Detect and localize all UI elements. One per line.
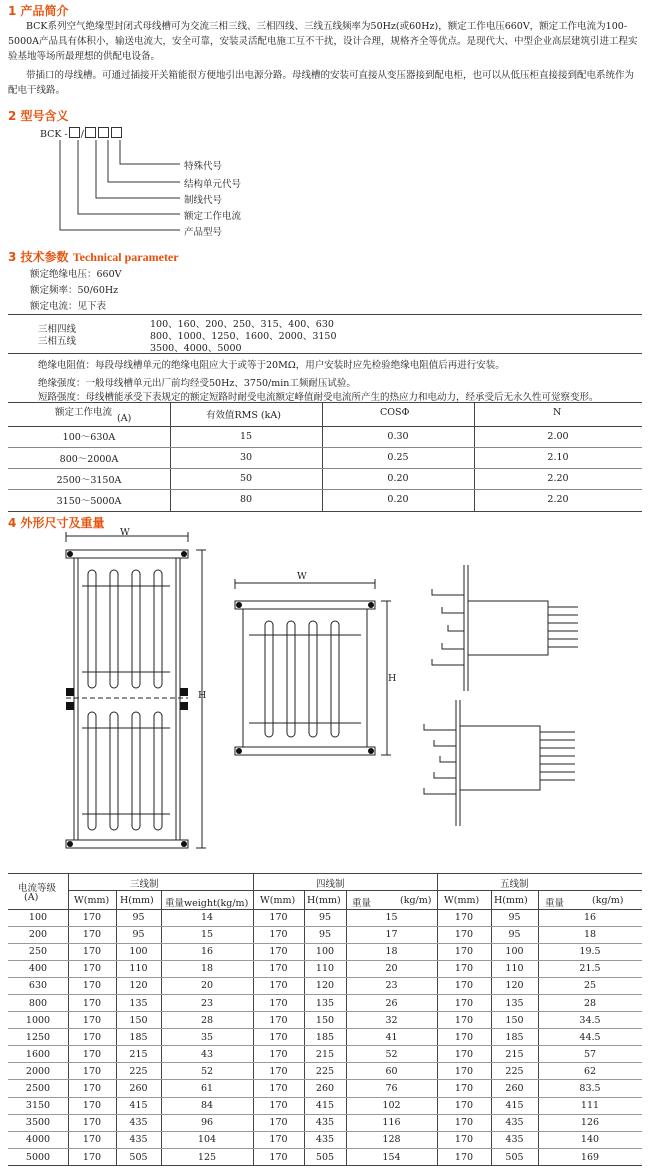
tech-title-en: Technical parameter bbox=[72, 250, 179, 264]
sc-header-current: 额定工作电流 bbox=[55, 407, 113, 418]
table-cell: 35 bbox=[161, 1029, 253, 1046]
table-cell: 505 bbox=[505, 1151, 524, 1163]
table-row bbox=[8, 1063, 642, 1080]
dim-sub-weight: 重量 bbox=[545, 898, 565, 909]
dim-sub-w: W(mm) bbox=[74, 895, 110, 906]
dim-label-w-2: W bbox=[297, 571, 307, 582]
section-title-intro: 1 产品简介 bbox=[8, 4, 69, 18]
table-cell: 170 bbox=[68, 926, 116, 943]
sc-table-cell: 2500～3150A bbox=[8, 468, 170, 489]
table-cell: 25 bbox=[538, 977, 642, 994]
table-cell: 62 bbox=[538, 1063, 642, 1080]
table-cell: 41 bbox=[346, 1029, 437, 1046]
table-cell: 120 bbox=[491, 977, 538, 994]
table-row bbox=[8, 943, 642, 960]
table-cell: 225 bbox=[116, 1063, 161, 1080]
table-cell: 32 bbox=[346, 1012, 437, 1029]
table-cell: 1000 bbox=[8, 1012, 68, 1029]
table-cell: 435 bbox=[304, 1114, 346, 1131]
table-cell: 2000 bbox=[8, 1063, 68, 1080]
busway-side-view-bottom bbox=[410, 700, 610, 830]
section-title-dimensions: 4 外形尺寸及重量 bbox=[8, 516, 105, 530]
dimensions-table-body bbox=[8, 909, 642, 1165]
ratings-line-1: 100、160、200、250、315、400、630 bbox=[150, 319, 334, 330]
sc-header-rms: 有效值RMS (kA) bbox=[206, 410, 281, 421]
table-cell: 3150 bbox=[8, 1097, 68, 1114]
table-cell: 630 bbox=[8, 977, 68, 994]
table-cell: 120 bbox=[116, 977, 161, 994]
table-cell: 16 bbox=[538, 909, 642, 926]
sc-table-row bbox=[8, 426, 642, 447]
table-cell: 15 bbox=[346, 909, 437, 926]
wires-label-5: 三相五线 bbox=[38, 336, 77, 347]
dim-sub-weight: 重量weight(kg/m) bbox=[165, 898, 249, 909]
table-cell: 170 bbox=[437, 1114, 491, 1131]
model-label-structure: 结构单元代号 bbox=[184, 179, 242, 190]
table-cell: 170 bbox=[68, 943, 116, 960]
table-cell: 150 bbox=[491, 1012, 538, 1029]
table-cell: 1250 bbox=[8, 1029, 68, 1046]
table-cell: 170 bbox=[437, 1080, 491, 1097]
table-cell: 34.5 bbox=[538, 1012, 642, 1029]
dim-sub-w: W(mm) bbox=[260, 895, 296, 906]
table-cell: 170 bbox=[253, 994, 304, 1011]
table-cell: 21.5 bbox=[538, 960, 642, 977]
sc-table-cell: 2.10 bbox=[474, 447, 642, 468]
table-cell: 415 bbox=[304, 1097, 346, 1114]
sc-table-cell: 800～2000A bbox=[8, 447, 170, 468]
table-cell: 170 bbox=[454, 1151, 474, 1163]
table-cell: 505 bbox=[129, 1151, 148, 1163]
table-cell: 170 bbox=[437, 1131, 491, 1148]
table-cell: 18 bbox=[161, 960, 253, 977]
short-circuit-strength: 短路强度：母线槽能承受下表规定的额定短路时耐受电流额定峰值耐受电流所产生的热应力和电动力，经承受后无永久性可觉察变形。 bbox=[38, 392, 599, 403]
wires-label-4: 三相四线 bbox=[38, 324, 77, 335]
table-cell: 170 bbox=[253, 909, 304, 926]
table-cell: 110 bbox=[304, 960, 346, 977]
table-cell: 150 bbox=[304, 1012, 346, 1029]
table-row bbox=[8, 1131, 642, 1148]
dim-sub-weight-unit: (kg/m) bbox=[592, 895, 624, 906]
sc-table-cell: 2.20 bbox=[547, 494, 569, 506]
table-cell: 57 bbox=[538, 1046, 642, 1063]
sc-table-cell: 80 bbox=[239, 494, 253, 506]
table-cell: 170 bbox=[437, 960, 491, 977]
table-cell: 170 bbox=[253, 926, 304, 943]
table-cell: 170 bbox=[68, 909, 116, 926]
dim-col0-header: 电流等级 bbox=[18, 883, 57, 894]
table-row bbox=[8, 960, 642, 977]
table-cell: 225 bbox=[304, 1063, 346, 1080]
table-cell: 100 bbox=[304, 943, 346, 960]
model-slash: / bbox=[80, 129, 84, 140]
table-cell: 95 bbox=[304, 909, 346, 926]
table-cell: 95 bbox=[116, 909, 161, 926]
table-cell: 116 bbox=[346, 1114, 437, 1131]
table-cell: 15 bbox=[161, 926, 253, 943]
table-cell: 110 bbox=[116, 960, 161, 977]
table-cell: 170 bbox=[269, 1151, 288, 1163]
table-row bbox=[8, 1097, 642, 1114]
table-cell: 170 bbox=[68, 1080, 116, 1097]
table-cell: 135 bbox=[491, 994, 538, 1011]
table-cell: 170 bbox=[437, 943, 491, 960]
table-cell: 128 bbox=[346, 1131, 437, 1148]
table-cell: 170 bbox=[68, 1097, 116, 1114]
ratings-bottom-rule bbox=[8, 353, 642, 354]
table-cell: 150 bbox=[116, 1012, 161, 1029]
sc-table-row bbox=[8, 447, 642, 468]
table-cell: 185 bbox=[116, 1029, 161, 1046]
sc-table-cell: 0.25 bbox=[322, 447, 474, 468]
sc-table-row bbox=[8, 489, 642, 510]
dim-sub-h: H(mm) bbox=[307, 895, 341, 906]
model-prefix: BCK - bbox=[40, 129, 68, 140]
table-cell: 170 bbox=[68, 1029, 116, 1046]
dim-sub-weight: 重量 bbox=[352, 898, 372, 909]
table-cell: 170 bbox=[253, 1012, 304, 1029]
table-row bbox=[8, 1046, 642, 1063]
table-cell: 61 bbox=[161, 1080, 253, 1097]
table-cell: 170 bbox=[437, 1097, 491, 1114]
table-cell: 100 bbox=[116, 943, 161, 960]
table-cell: 95 bbox=[304, 926, 346, 943]
table-cell: 435 bbox=[116, 1131, 161, 1148]
table-cell: 125 bbox=[197, 1151, 217, 1163]
table-cell: 16 bbox=[161, 943, 253, 960]
table-cell: 96 bbox=[161, 1114, 253, 1131]
dim-sub-w: W(mm) bbox=[444, 895, 480, 906]
table-cell: 225 bbox=[491, 1063, 538, 1080]
sc-table-row bbox=[8, 468, 642, 489]
table-cell: 170 bbox=[437, 1012, 491, 1029]
frequency-value: 50/60Hz bbox=[77, 285, 119, 296]
sc-header-current-unit: (A) bbox=[117, 413, 132, 424]
dim-label-h-2: H bbox=[388, 673, 397, 684]
table-cell: 215 bbox=[491, 1046, 538, 1063]
model-label-product: 产品型号 bbox=[184, 227, 223, 238]
table-cell: 435 bbox=[304, 1131, 346, 1148]
table-row bbox=[8, 1114, 642, 1131]
table-cell: 170 bbox=[68, 1012, 116, 1029]
table-cell: 505 bbox=[315, 1151, 335, 1163]
table-cell: 23 bbox=[346, 977, 437, 994]
table-cell: 104 bbox=[161, 1131, 253, 1148]
table-cell: 1600 bbox=[8, 1046, 68, 1063]
dim-col0-unit: (A) bbox=[24, 892, 39, 903]
sc-table-top bbox=[8, 402, 642, 403]
voltage-label: 额定绝缘电压： bbox=[30, 269, 97, 280]
table-cell: 100 bbox=[491, 943, 538, 960]
dim-group-three-wire: 三线制 bbox=[130, 879, 159, 890]
sc-table-cell: 0.20 bbox=[387, 494, 409, 506]
intro-paragraph-1: BCK系列空气绝缘型封闭式母线槽可为交流三相三线、三相四线、三线五线频率为50Hz(或60Hz)，额定工作电压660V，额定工作电流为100-5000A产品具有体积小，输送电流大，安全可靠，安装灵活配电施工互不干扰，设计合理，规格齐全等优点。是现代大、中型企业高层建筑引进工程实验基地等场所最理想的供配电设备。 bbox=[8, 21, 638, 62]
table-cell: 100 bbox=[8, 909, 68, 926]
voltage-value: 660V bbox=[96, 269, 122, 280]
intro-paragraph-2: 带插口的母线槽。可通过插接开关箱能很方便地引出电源分路。母线槽的安装可直接从变压器接到配电柜，也可以从低压柜直接接到配电系统作为配电干线路。 bbox=[8, 70, 635, 96]
table-row bbox=[8, 1080, 642, 1097]
table-row bbox=[8, 1012, 642, 1029]
ratings-line-2: 800、1000、1250、1600、2000、3150 bbox=[150, 331, 337, 342]
table-cell: 28 bbox=[161, 1012, 253, 1029]
table-row bbox=[8, 926, 642, 943]
table-row bbox=[8, 1029, 642, 1046]
table-cell: 169 bbox=[580, 1151, 600, 1163]
sc-table-body bbox=[8, 426, 642, 510]
table-cell: 83.5 bbox=[538, 1080, 642, 1097]
busway-side-view-top bbox=[418, 565, 618, 695]
table-cell: 170 bbox=[253, 1114, 304, 1131]
sc-table-cell: 100～630A bbox=[8, 426, 170, 447]
table-cell: 14 bbox=[161, 909, 253, 926]
table-cell: 170 bbox=[253, 1131, 304, 1148]
section-title-model: 2 型号含义 bbox=[8, 109, 69, 123]
dim-table-group-rule bbox=[68, 890, 642, 891]
dim-sub-h: H(mm) bbox=[494, 895, 528, 906]
table-cell: 170 bbox=[68, 1046, 116, 1063]
table-cell: 170 bbox=[437, 1029, 491, 1046]
table-cell: 2500 bbox=[8, 1080, 68, 1097]
sc-table-cell: 2.20 bbox=[474, 468, 642, 489]
table-row bbox=[8, 909, 642, 926]
insulation-strength: 绝缘强度：一般母线槽单元出厂前均经受50Hz、3750/min工频耐压试验。 bbox=[38, 378, 356, 389]
table-cell: 3500 bbox=[8, 1114, 68, 1131]
table-cell: 170 bbox=[253, 977, 304, 994]
table-cell: 170 bbox=[253, 1080, 304, 1097]
table-cell: 4000 bbox=[8, 1131, 68, 1148]
model-leader-lines bbox=[0, 0, 650, 240]
table-cell: 170 bbox=[437, 1063, 491, 1080]
table-cell: 170 bbox=[437, 909, 491, 926]
table-cell: 102 bbox=[346, 1097, 437, 1114]
dim-label-h-1: H bbox=[198, 690, 207, 701]
table-cell: 170 bbox=[82, 1151, 102, 1163]
table-cell: 170 bbox=[437, 977, 491, 994]
table-cell: 170 bbox=[68, 1131, 116, 1148]
table-cell: 170 bbox=[68, 1063, 116, 1080]
table-cell: 170 bbox=[68, 977, 116, 994]
current-label: 额定电流： bbox=[30, 301, 78, 312]
sc-table-cell: 50 bbox=[170, 468, 322, 489]
table-cell: 435 bbox=[491, 1131, 538, 1148]
sc-table-cell: 3150～5000A bbox=[56, 495, 122, 507]
dim-group-five-wire: 五线制 bbox=[500, 879, 529, 890]
tech-title-cn: 3 技术参数 bbox=[8, 250, 69, 264]
table-cell: 19.5 bbox=[538, 943, 642, 960]
dim-group-four-wire: 四线制 bbox=[316, 879, 345, 890]
table-cell: 170 bbox=[68, 1114, 116, 1131]
table-cell: 800 bbox=[8, 994, 68, 1011]
insulation-resistance: 绝缘电阻值：每段母线槽单元的绝缘电阻应大于或等于20MΩ，用户安装时应先检验绝缘电阻值后再进行安装。 bbox=[38, 360, 505, 371]
table-cell: 415 bbox=[116, 1097, 161, 1114]
table-cell: 110 bbox=[491, 960, 538, 977]
table-cell: 260 bbox=[491, 1080, 538, 1097]
table-cell: 200 bbox=[8, 926, 68, 943]
sc-table-cell: 0.20 bbox=[322, 468, 474, 489]
dim-sub-h: H(mm) bbox=[120, 895, 154, 906]
table-cell: 170 bbox=[253, 1063, 304, 1080]
table-cell: 52 bbox=[346, 1046, 437, 1063]
sc-table-cell: 15 bbox=[170, 426, 322, 447]
table-cell: 135 bbox=[116, 994, 161, 1011]
table-row bbox=[8, 977, 642, 994]
table-cell: 170 bbox=[437, 994, 491, 1011]
table-cell: 135 bbox=[304, 994, 346, 1011]
busway-cross-section-double bbox=[52, 528, 212, 863]
table-cell: 170 bbox=[253, 943, 304, 960]
ratings-line-3: 3500、4000、5000 bbox=[150, 343, 242, 354]
table-cell: 415 bbox=[491, 1097, 538, 1114]
table-cell: 435 bbox=[116, 1114, 161, 1131]
table-cell: 20 bbox=[346, 960, 437, 977]
table-cell: 84 bbox=[161, 1097, 253, 1114]
table-cell: 95 bbox=[116, 926, 161, 943]
table-cell: 215 bbox=[304, 1046, 346, 1063]
table-cell: 18 bbox=[538, 926, 642, 943]
table-cell: 170 bbox=[68, 960, 116, 977]
table-cell: 215 bbox=[116, 1046, 161, 1063]
table-cell: 170 bbox=[437, 926, 491, 943]
sc-table-cell: 0.30 bbox=[322, 426, 474, 447]
current-value: 见下表 bbox=[77, 301, 107, 312]
table-cell: 170 bbox=[253, 1029, 304, 1046]
table-row bbox=[8, 1148, 642, 1165]
table-cell: 154 bbox=[382, 1151, 401, 1163]
table-cell: 260 bbox=[304, 1080, 346, 1097]
table-cell: 435 bbox=[491, 1114, 538, 1131]
model-label-special: 特殊代号 bbox=[184, 161, 223, 172]
table-cell: 60 bbox=[346, 1063, 437, 1080]
table-cell: 95 bbox=[491, 909, 538, 926]
table-cell: 120 bbox=[304, 977, 346, 994]
rated-frequency bbox=[30, 282, 118, 296]
table-cell: 95 bbox=[491, 926, 538, 943]
table-cell: 185 bbox=[304, 1029, 346, 1046]
table-cell: 44.5 bbox=[538, 1029, 642, 1046]
table-cell: 170 bbox=[253, 960, 304, 977]
table-cell: 5000 bbox=[25, 1151, 51, 1163]
frequency-label: 额定频率： bbox=[30, 285, 78, 296]
table-cell: 400 bbox=[8, 960, 68, 977]
ratings-top-rule bbox=[8, 314, 642, 315]
table-cell: 17 bbox=[346, 926, 437, 943]
table-cell: 76 bbox=[346, 1080, 437, 1097]
table-cell: 170 bbox=[253, 1046, 304, 1063]
table-cell: 260 bbox=[116, 1080, 161, 1097]
table-cell: 20 bbox=[161, 977, 253, 994]
table-cell: 170 bbox=[253, 1097, 304, 1114]
table-cell: 126 bbox=[538, 1114, 642, 1131]
table-cell: 23 bbox=[161, 994, 253, 1011]
sc-table-cell: 30 bbox=[170, 447, 322, 468]
model-label-current: 额定工作电流 bbox=[184, 211, 242, 222]
table-cell: 185 bbox=[491, 1029, 538, 1046]
table-cell: 28 bbox=[538, 994, 642, 1011]
dim-sub-weight-unit: (kg/m) bbox=[400, 895, 432, 906]
busway-cross-section-single bbox=[225, 575, 395, 765]
section-title-tech bbox=[8, 248, 179, 265]
table-row bbox=[8, 994, 642, 1011]
table-cell: 43 bbox=[161, 1046, 253, 1063]
sc-table-bottom bbox=[8, 511, 642, 512]
table-cell: 250 bbox=[8, 943, 68, 960]
dim-label-w-1: W bbox=[120, 527, 130, 538]
table-cell: 111 bbox=[538, 1097, 642, 1114]
table-cell: 18 bbox=[346, 943, 437, 960]
table-cell: 52 bbox=[161, 1063, 253, 1080]
table-cell: 140 bbox=[538, 1131, 642, 1148]
rated-current bbox=[30, 298, 106, 312]
table-cell: 170 bbox=[68, 994, 116, 1011]
table-cell: 170 bbox=[437, 1046, 491, 1063]
rated-voltage bbox=[30, 266, 122, 280]
sc-header-n: N bbox=[553, 407, 562, 418]
sc-header-cos: COSΦ bbox=[380, 407, 410, 418]
dim-table-top bbox=[8, 873, 642, 874]
sc-table-cell: 2.00 bbox=[474, 426, 642, 447]
model-label-wiring: 制线代号 bbox=[184, 195, 223, 206]
table-cell: 26 bbox=[346, 994, 437, 1011]
